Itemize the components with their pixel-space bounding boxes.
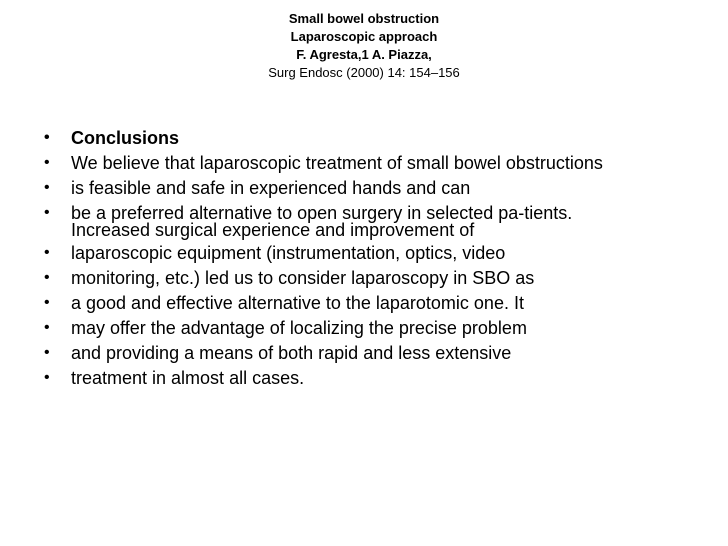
bullet-icon: •	[44, 294, 50, 311]
bullet-item	[0, 177, 728, 199]
bullet-icon: •	[44, 344, 50, 361]
bullet-item	[0, 152, 728, 174]
article-subtitle: Laparoscopic approach	[290, 29, 438, 44]
article-authors: F. Agresta,1 A. Piazza,	[296, 47, 432, 62]
bullet-icon: •	[44, 244, 50, 261]
bullet-icon: •	[44, 179, 50, 196]
bullet-item	[0, 292, 728, 314]
bullet-text: and providing a means of both rapid and less extensive	[71, 343, 512, 363]
bullet-text: be a preferred alternative to open surgery in selected pa-tients.	[71, 203, 573, 223]
slide-header	[0, 10, 728, 82]
bullet-item	[0, 367, 728, 389]
bullet-icon: •	[44, 204, 50, 221]
bullet-item	[0, 267, 728, 289]
bullet-text: treatment in almost all cases.	[71, 368, 305, 388]
bullet-icon: •	[44, 369, 50, 386]
bullet-text: Conclusions	[71, 128, 180, 148]
bullet-icon: •	[44, 154, 50, 171]
bullet-list	[0, 127, 728, 392]
bullet-continuation-text: Increased surgical experience and improvement of	[71, 220, 475, 240]
bullet-text: laparoscopic equipment (instrumentation, optics, video	[71, 243, 506, 263]
bullet-item-conclusions	[0, 127, 728, 149]
bullet-item	[0, 242, 728, 264]
bullet-text: is feasible and safe in experienced hands and can	[71, 178, 471, 198]
bullet-icon: •	[44, 319, 50, 336]
bullet-text: a good and effective alternative to the laparotomic one. It	[71, 293, 524, 313]
article-citation: Surg Endosc (2000) 14: 154–156	[268, 65, 460, 80]
bullet-icon: •	[44, 129, 50, 146]
bullet-text: monitoring, etc.) led us to consider laparoscopy in SBO as	[71, 268, 535, 288]
bullet-icon: •	[44, 269, 50, 286]
article-title: Small bowel obstruction	[288, 11, 440, 26]
bullet-text: We believe that laparoscopic treatment of small bowel obstructions	[71, 153, 603, 173]
bullet-text: may offer the advantage of localizing the precise problem	[71, 318, 527, 338]
bullet-item	[0, 317, 728, 339]
bullet-item	[0, 342, 728, 364]
bullet-item	[0, 202, 728, 239]
